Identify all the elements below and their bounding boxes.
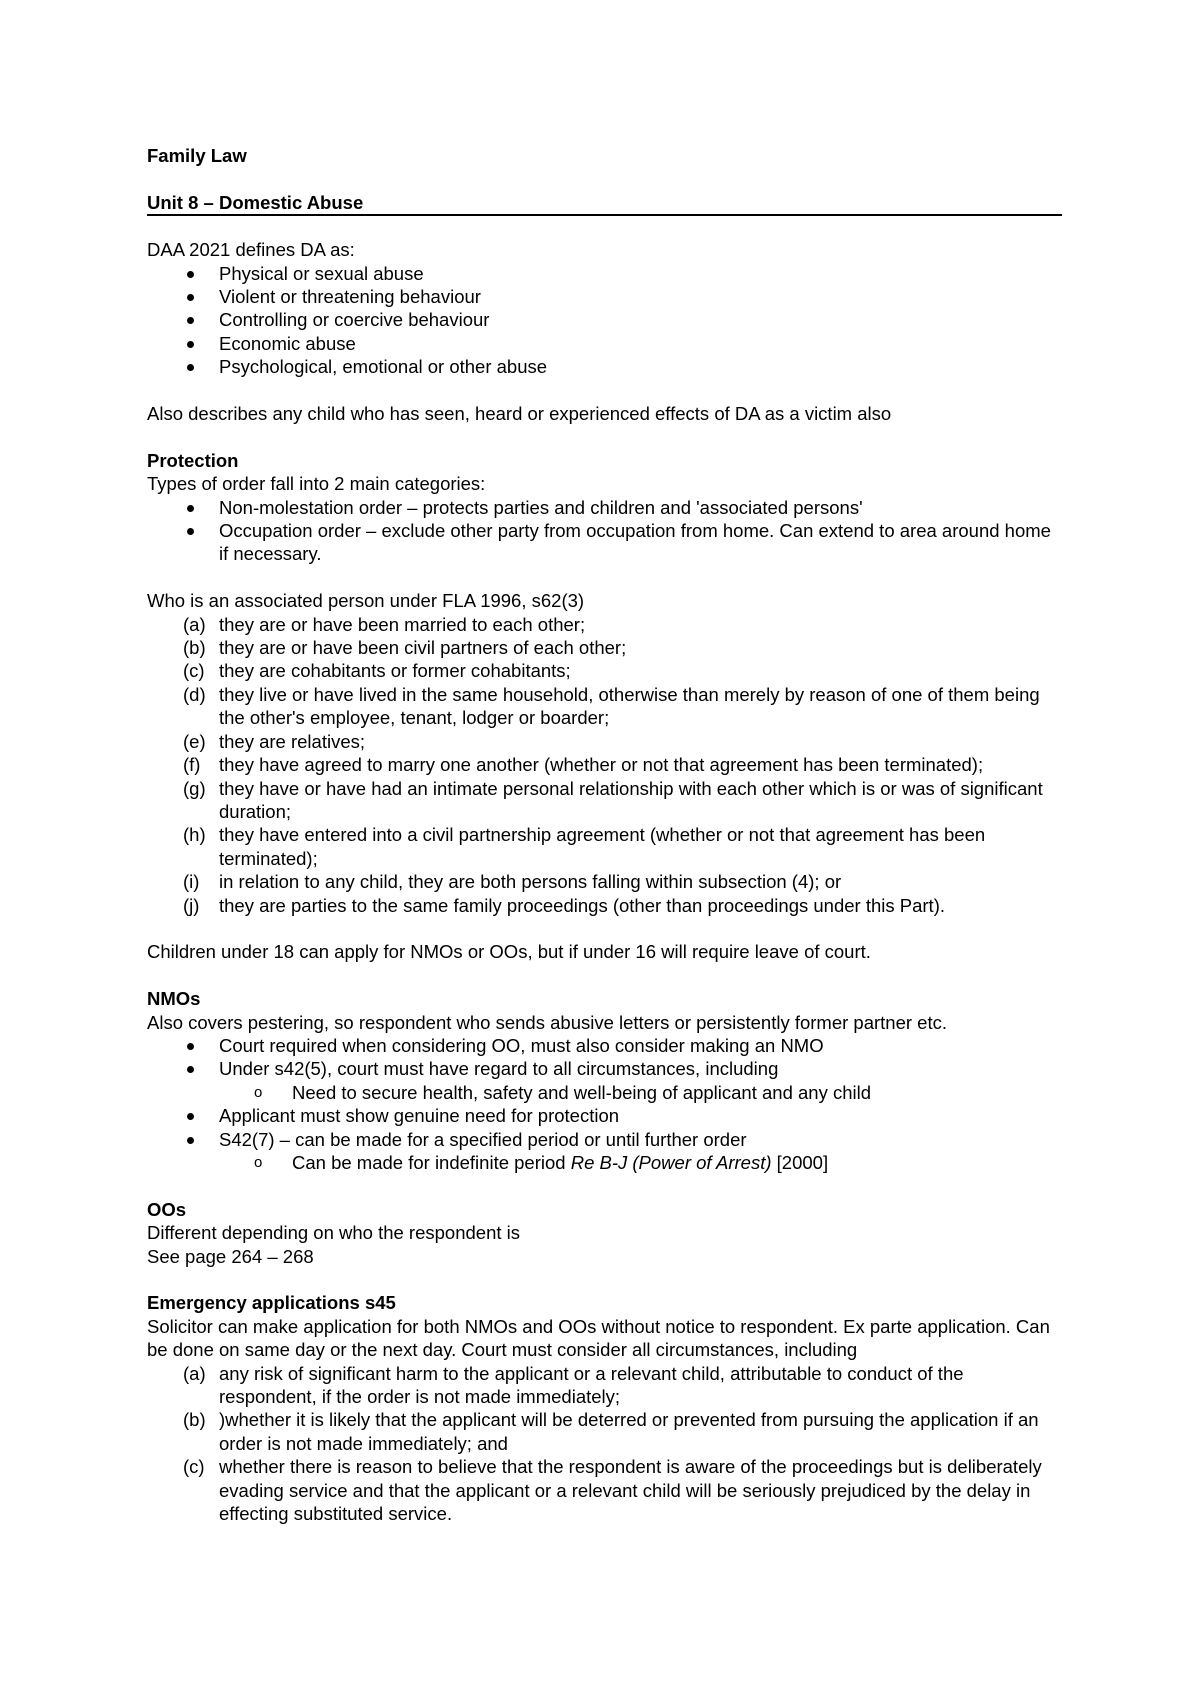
list-item: (f) they have agreed to marry one another (whether or not that agreement has been terminated);: [183, 754, 984, 776]
bullet-icon: [187, 528, 194, 535]
bullet-icon: [187, 1113, 194, 1120]
document-page: [147, 144, 1062, 1525]
list-item: (j) they are parties to the same family proceedings (other than proceedings under this Part).: [183, 894, 945, 916]
document-title: Family Law: [147, 145, 247, 166]
nmos-list: [147, 1034, 1062, 1174]
list-item: Court required when considering OO, must also consider making an NMO: [147, 1034, 1062, 1057]
bullet-icon: [187, 1137, 194, 1144]
list-item: (a) any risk of significant harm to the applicant or a relevant child, attributable to conduct of the respondent, if the order is not made immediately;: [183, 1362, 964, 1407]
list-item: (a) they are or have been married to each other;: [183, 613, 586, 635]
associated-list: [147, 613, 1062, 917]
bullet-icon: [187, 505, 194, 512]
bullet-icon: [187, 271, 194, 278]
list-item: Physical or sexual abuse: [147, 262, 1062, 285]
oos-line-1: Different depending on who the respondent is: [147, 1222, 521, 1244]
daa-also: Also describes any child who has seen, heard or experienced effects of DA as a victim also: [147, 403, 892, 425]
protection-list: [147, 496, 1062, 566]
children-note: Children under 18 can apply for NMOs or OOs, but if under 16 will require leave of court.: [147, 941, 871, 963]
bullet-icon: [187, 1066, 194, 1073]
list-item: (c) whether there is reason to believe that the respondent is aware of the proceedings but is deliberately evading service and that the applicant or a relevant child will be seriously prejudiced by the delay in effecting substituted service.: [183, 1456, 1042, 1525]
protection-intro: Types of order fall into 2 main categories:: [147, 473, 486, 495]
sub-list-item: o Can be made for indefinite period Re B-J (Power of Arrest) [2000]: [254, 1151, 829, 1173]
list-item: (e) they are relatives;: [183, 730, 366, 752]
sub-list-item: o Need to secure health, safety and well-being of applicant and any child: [254, 1081, 872, 1103]
list-item: Violent or threatening behaviour: [147, 285, 1062, 308]
list-item: Controlling or coercive behaviour: [147, 308, 1062, 331]
list-item: S42(7) – can be made for a specified period or until further order: [147, 1128, 1062, 1151]
list-item: (b) they are or have been civil partners of each other;: [183, 637, 627, 659]
list-item: (h) they have entered into a civil partnership agreement (whether or not that agreement has been terminated);: [183, 824, 986, 869]
oos-heading: OOs: [147, 1198, 187, 1220]
bullet-icon: [187, 317, 194, 324]
list-item: Under s42(5), court must have regard to all circumstances, including: [147, 1057, 1062, 1080]
unit-title: Unit 8 – Domestic Abuse: [147, 191, 1062, 216]
protection-heading: Protection: [147, 449, 239, 471]
bullet-icon: [187, 364, 194, 371]
list-item: (i) in relation to any child, they are both persons falling within subsection (4); or: [183, 871, 842, 893]
list-item: Non-molestation order – protects parties and children and 'associated persons': [147, 496, 1062, 519]
list-item: (b) )whether it is likely that the applicant will be deterred or prevented from pursuing the application if an order is not made immediately; and: [183, 1409, 1039, 1454]
nmos-heading: NMOs: [147, 988, 201, 1010]
case-citation: Re B-J (Power of Arrest): [570, 1151, 772, 1173]
daa-intro: DAA 2021 defines DA as:: [147, 239, 355, 261]
list-item: (g) they have or have had an intimate personal relationship with each other which is or was of significant duration;: [183, 777, 1043, 822]
sub-bullet-icon: o: [254, 1153, 263, 1171]
list-item: Economic abuse: [147, 332, 1062, 355]
list-item: (c) they are cohabitants or former cohabitants;: [183, 660, 571, 682]
list-item: Psychological, emotional or other abuse: [147, 355, 1062, 378]
bullet-icon: [187, 341, 194, 348]
associated-intro: Who is an associated person under FLA 1996, s62(3): [147, 590, 585, 612]
emergency-heading: Emergency applications s45: [147, 1292, 396, 1314]
emergency-intro: Solicitor can make application for both NMOs and OOs without notice to respondent. Ex parte application. Can be done on same day or the next day. Court must consider all circumstances, including: [147, 1315, 1050, 1361]
list-item: Applicant must show genuine need for protection: [147, 1104, 1062, 1127]
oos-line-2: See page 264 – 268: [147, 1245, 314, 1267]
sub-bullet-icon: o: [254, 1083, 263, 1101]
daa-list: [147, 262, 1062, 379]
bullet-icon: [187, 1043, 194, 1050]
list-item: Occupation order – exclude other party from occupation from home. Can extend to area around home if necessary.: [147, 519, 1062, 566]
list-item: (d) they live or have lived in the same household, otherwise than merely by reason of one of them being the other's employee, tenant, lodger or boarder;: [183, 683, 1040, 729]
emergency-list: [147, 1362, 1062, 1526]
bullet-icon: [187, 294, 194, 301]
nmos-intro: Also covers pestering, so respondent who sends abusive letters or persistently former partner etc.: [147, 1011, 947, 1033]
